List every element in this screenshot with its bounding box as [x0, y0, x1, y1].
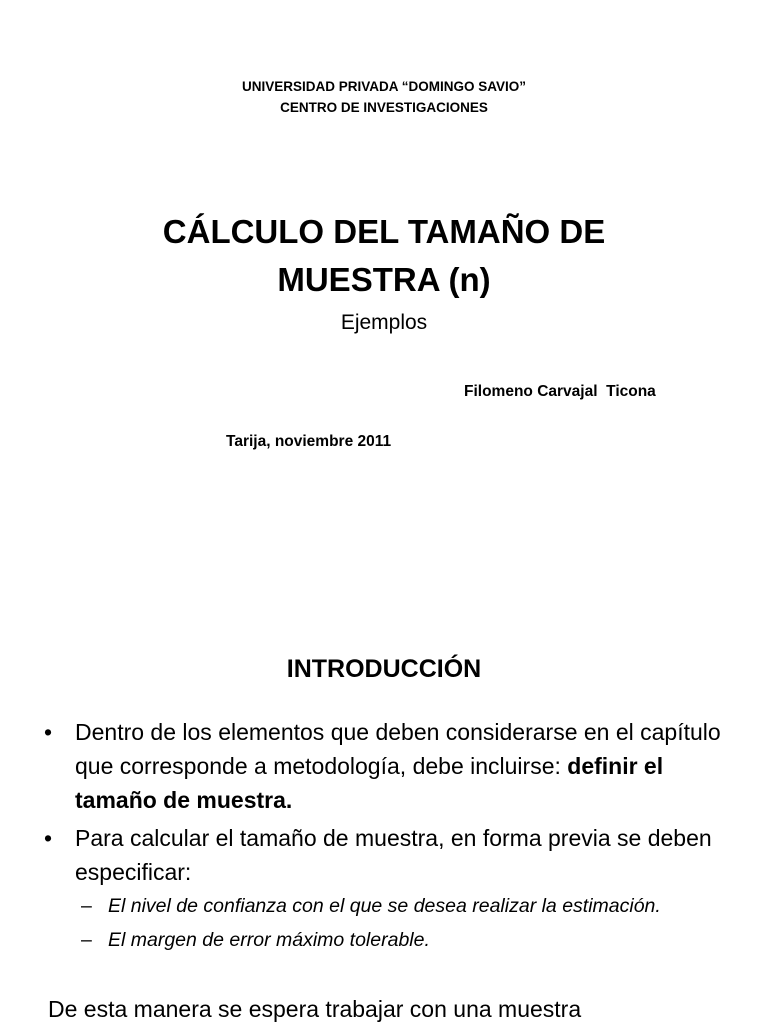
list-item — [44, 715, 734, 817]
slide-title — [120, 208, 648, 304]
bullet-text: Para calcular el tamaño de muestra, en forma previa se deben especificar: — [75, 825, 712, 885]
closing-text: De esta manera se espera trabajar con una muestra — [48, 996, 582, 1022]
sub-bullet-marker: – — [81, 929, 92, 951]
slide-subtitle: Ejemplos — [340, 311, 428, 334]
author-name: Filomeno Carvajal Ticona — [464, 383, 656, 400]
sub-list-item — [75, 926, 734, 955]
bullet-text: Dentro de los elementos que deben considerarse en el capítulo que corresponde a metodología, debe incluirse: — [75, 719, 721, 779]
institution-header — [0, 76, 768, 118]
sub-bullet-text: El margen de error máximo tolerable. — [108, 929, 430, 951]
institution-department: CENTRO DE INVESTIGACIONES — [280, 100, 488, 115]
bullet-emphasis: definir el tamaño de muestra. — [75, 753, 664, 813]
bullet-marker: • — [44, 719, 53, 745]
sub-list-item — [75, 892, 734, 921]
slide-title-variable: n — [459, 261, 480, 298]
slide-title-close: ) — [479, 261, 491, 298]
sub-bullet-list — [75, 892, 734, 955]
introduction-slide — [0, 576, 768, 1024]
slide-title-text: CÁLCULO DEL TAMAÑO DE MUESTRA ( — [162, 213, 606, 298]
sub-bullet-text: El nivel de confianza con el que se desea realizar la estimación. — [108, 895, 661, 917]
bullet-list — [44, 715, 734, 960]
sub-bullet-marker: – — [81, 895, 92, 917]
bullet-marker: • — [44, 825, 53, 851]
presentation-date: Tarija, noviembre 2011 — [226, 433, 392, 450]
section-heading: INTRODUCCIÓN — [286, 655, 482, 683]
list-item — [44, 821, 734, 955]
institution-name: UNIVERSIDAD PRIVADA “DOMINGO SAVIO” — [241, 79, 527, 94]
